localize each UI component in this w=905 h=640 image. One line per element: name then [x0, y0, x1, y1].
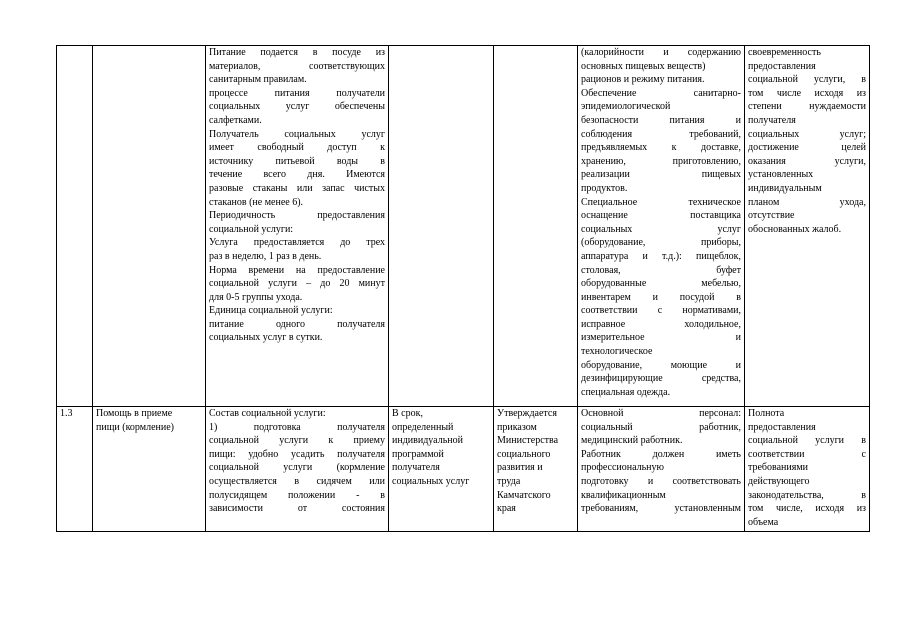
cell-quality: своевременность предоставления социальной услуги, в том числе исходя из степени нуждаемости получателя социальных услуг; достижение целей оказания услуги, установленных индивидуальным планом ухода, отсутствие обоснованных жалоб.: [745, 46, 870, 407]
cell-number: [57, 46, 93, 407]
cell-term: [389, 46, 494, 407]
cell-basis: [494, 46, 578, 407]
cell-conditions: (калорийности и содержанию основных пищевых веществ) рационов и режиму питания. Обеспечение санитарно- эпидемиологической безопасности питания и соблюдения требований, предъявляемых к доставке, хранению, приготовлению, реализации пищевых продуктов. Специальное техническое оснащение поставщика социальных услуг (оборудование, приборы, аппаратура и т.д.): пищеблок, столовая, буфет оборудованные мебелью, инвентарем и посудой в соответствии с нормативами, исправное холодильное, измерительное и технологическое оборудование, моющие и дезинфицирующие средства, специальная одежда.: [578, 46, 745, 407]
table-row: [57, 46, 870, 407]
table-row: [57, 407, 870, 532]
cell-service-name: Помощь в приеме пищи (кормление): [93, 407, 206, 532]
cell-conditions: Основной персонал: социальный работник, медицинский работник. Работник должен иметь профессиональную подготовку и соответствовать квалификационным требованиям, установленным: [578, 407, 745, 532]
cell-service-content: Состав социальной услуги: 1) подготовка получателя социальной услуги к приему пищи: удобно усадить получателя социальной услуги (кормление осуществляется в сидячем или полусидящем положении - в зависимости от состояния: [206, 407, 389, 532]
cell-service-content: Питание подается в посуде из материалов, соответствующих санитарным правилам. процессе питания получатели социальных услуг обеспечены салфетками. Получатель социальных услуг имеет свободный доступ к источнику питьевой воды в течение всего дня. Имеются разовые стаканы или запас чистых стаканов (не менее 6). Периодичность предоставления социальной услуги: Услуга предоставляется до трех раз в неделю, 1 раз в день. Норма времени на предоставление социальной услуги – до 20 минут для 0-5 группы ухода. Единица социальной услуги: питание одного получателя социальных услуг в сутки.: [206, 46, 389, 407]
cell-service-name: [93, 46, 206, 407]
cell-quality: Полнота предоставления социальной услуги в соответствии с требованиями действующего законодательства, в том числе, исходя из объема: [745, 407, 870, 532]
cell-term: В срок, определенный индивидуальной программой получателя социальных услуг: [389, 407, 494, 532]
cell-basis: Утверждается приказом Министерства социального развития и труда Камчатского края: [494, 407, 578, 532]
cell-number: 1.3: [57, 407, 93, 532]
services-table: [56, 45, 870, 532]
